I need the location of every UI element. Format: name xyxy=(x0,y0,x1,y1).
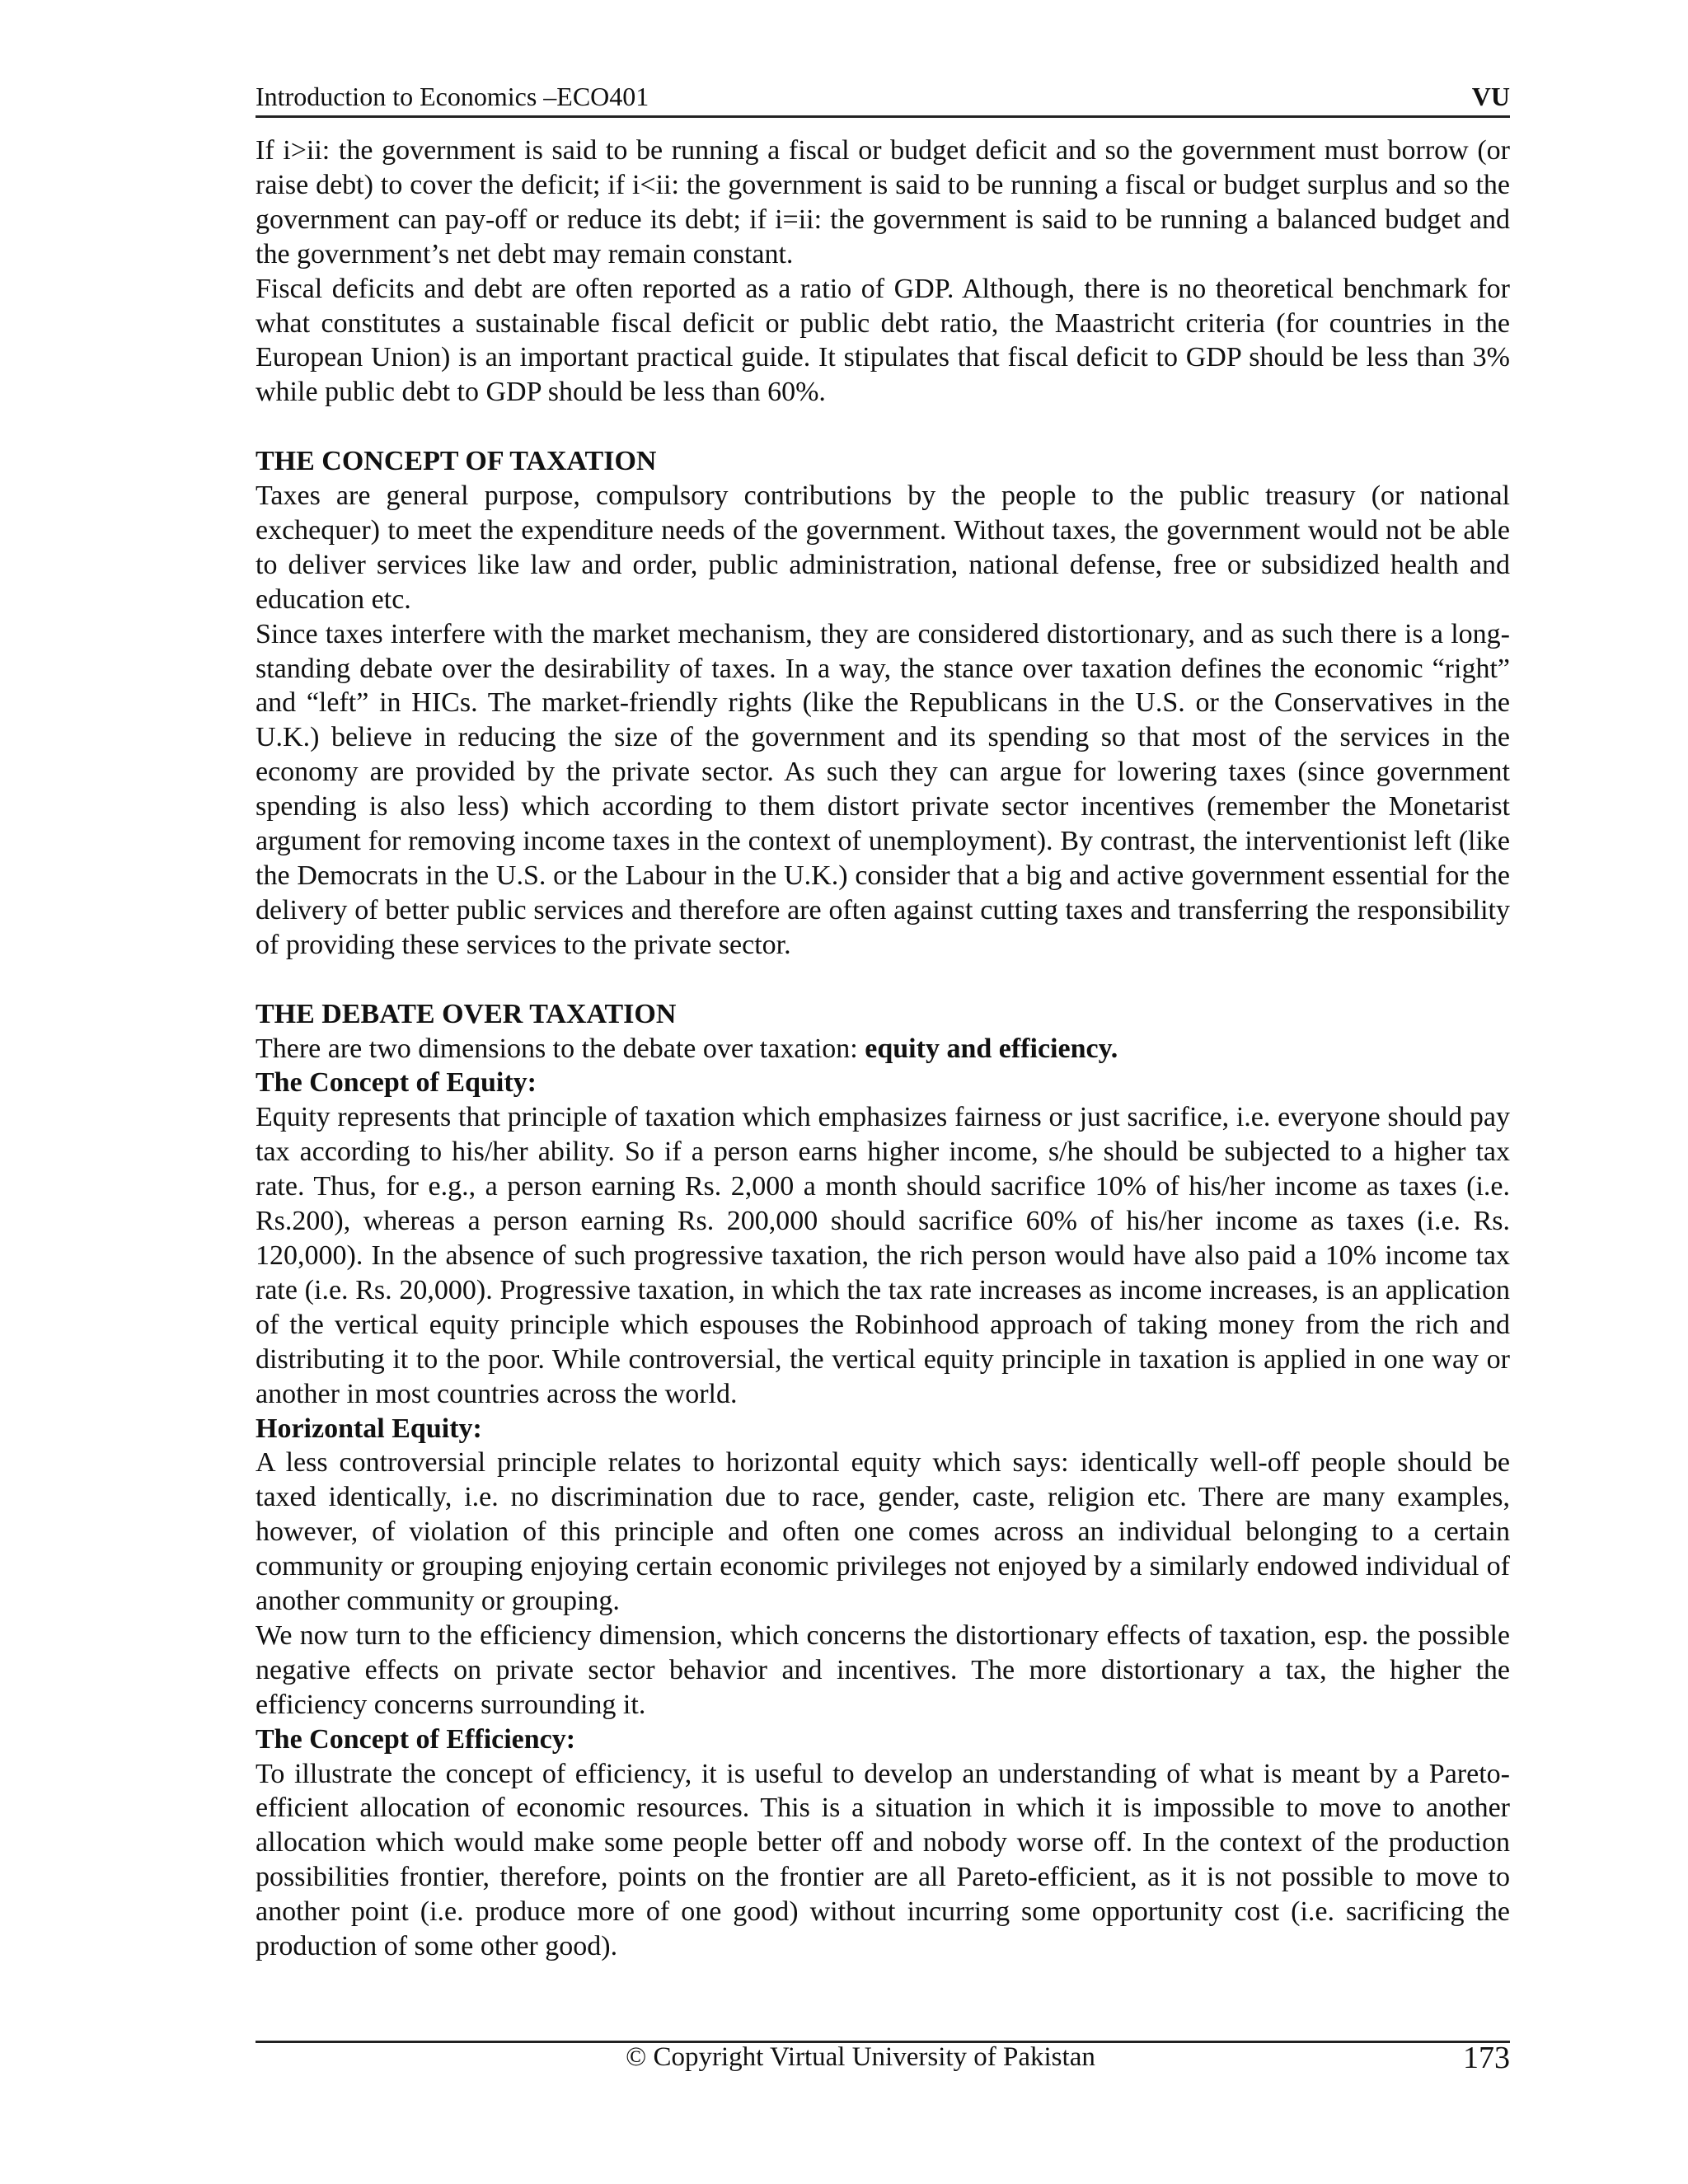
paragraph-equity: Equity represents that principle of taxation which emphasizes fairness or just sacrifice, i.e. everyone should pay tax according to his/her ability. So if a person earns higher income, s/he should be subjected to a higher tax rate. Thus, for e.g., a person earning Rs. 2,000 a month should sacrifice 10% of his/her income as taxes (i.e. Rs.200), whereas a person earning Rs. 200,000 should sacrifice 60% of his/her income as taxes (i.e. Rs. 120,000). In the absence of such progressive taxation, the rich person would have also paid a 10% income tax rate (i.e. Rs. 20,000). Progressive taxation, in which the tax rate increases as income increases, is an application of the vertical equity principle which espouses the Robinhood approach of taking money from the rich and distributing it to the poor. While controversial, the vertical equity principle in taxation is applied in one way or another in most countries across the world. xyxy=(256,1102,1510,1409)
heading-debate-over-taxation: THE DEBATE OVER TAXATION xyxy=(256,998,677,1029)
paragraph-fiscal-ratios: Fiscal deficits and debt are often reported as a ratio of GDP. Although, there is no theoretical benchmark for what constitutes a sustainable fiscal deficit or public debt ratio, the Maastricht criteria (for countries in the European Union) is an important practical guide. It stipulates that fiscal deficit to GDP should be less than 3% while public debt to GDP should be less than 60%. xyxy=(256,273,1510,408)
paragraph-efficiency-dimension: We now turn to the efficiency dimension, which concerns the distortionary effects of taxation, esp. the possible negative effects on private sector behavior and incentives. The more distortionary a tax, the higher the efficiency concerns surrounding it. xyxy=(256,1619,1510,1720)
heading-concept-of-efficiency: The Concept of Efficiency: xyxy=(256,1723,576,1755)
two-dimensions-bold: equity and efficiency. xyxy=(865,1033,1118,1064)
page-header xyxy=(256,79,1510,118)
course-title: Introduction to Economics –ECO401 xyxy=(256,82,649,111)
paragraph-two-dimensions xyxy=(256,1032,1510,1066)
heading-concept-of-taxation: THE CONCEPT OF TAXATION xyxy=(256,446,657,477)
spacer xyxy=(256,963,1510,997)
paragraph-pareto-efficiency: To illustrate the concept of efficiency, it is useful to develop an understanding of what is meant by a Pareto-efficient allocation of economic resources. This is a situation in which it is impossible to move to another allocation which would make some people better off and nobody worse off. In the context of the production possibilities frontier, therefore, points on the frontier are all Pareto-efficient, as it is not possible to move to another point (i.e. produce more of one good) without incurring some opportunity cost (i.e. sacrificing the production of some other good). xyxy=(256,1758,1510,1962)
vu-brand: VU xyxy=(1471,82,1510,111)
copyright-notice: © Copyright Virtual University of Pakistan xyxy=(626,2042,1095,2072)
spacer xyxy=(256,410,1510,444)
page-number: 173 xyxy=(1463,2041,1510,2075)
paragraph-taxation-debate: Since taxes interfere with the market mechanism, they are considered distortionary, and as such there is a long-standing debate over the desirability of taxes. In a way, the stance over taxation defines the economic “right” and “left” in HICs. The market-friendly rights (like the Republicans in the U.S. or the Conservatives in the U.K.) believe in reducing the size of the government and its spending so that most of the services in the economy are provided by the private sector. As such they can argue for lowering taxes (since government spending is also less) which according to them distort private sector incentives (remember the Monetarist argument for removing income taxes in the context of unemployment). By contrast, the interventionist left (like the Democrats in the U.S. or the Labour in the U.K.) consider that a big and active government essential for the delivery of better public services and therefore are often against cutting taxes and transferring the responsibility of providing these services to the private sector. xyxy=(256,618,1510,960)
two-dimensions-lead: There are two dimensions to the debate over taxation: xyxy=(256,1033,865,1064)
heading-horizontal-equity: Horizontal Equity: xyxy=(256,1413,482,1444)
heading-concept-of-equity: The Concept of Equity: xyxy=(256,1067,537,1099)
page-content xyxy=(256,134,1510,1964)
paragraph-taxes-definition: Taxes are general purpose, compulsory contributions by the people to the public treasury (or national exchequer) to meet the expenditure needs of the government. Without taxes, the government would not be able to deliver services like law and order, public administration, national defense, free or subsidized health and education etc. xyxy=(256,480,1510,615)
paragraph-budget-deficit: If i>ii: the government is said to be running a fiscal or budget deficit and so the government must borrow (or raise debt) to cover the deficit; if i<ii: the government is said to be running a fiscal or budget surplus and so the government can pay-off or reduce its debt; if i=ii: the government is said to be running a balanced budget and the government’s net debt may remain constant. xyxy=(256,135,1510,269)
paragraph-horizontal-equity: A less controversial principle relates to horizontal equity which says: identically well-off people should be taxed identically, i.e. no discrimination due to race, gender, caste, religion etc. There are many examples, however, of violation of this principle and often one comes across an individual belonging to a certain community or grouping enjoying certain economic privileges not enjoyed by a similarly endowed individual of another community or grouping. xyxy=(256,1447,1510,1617)
